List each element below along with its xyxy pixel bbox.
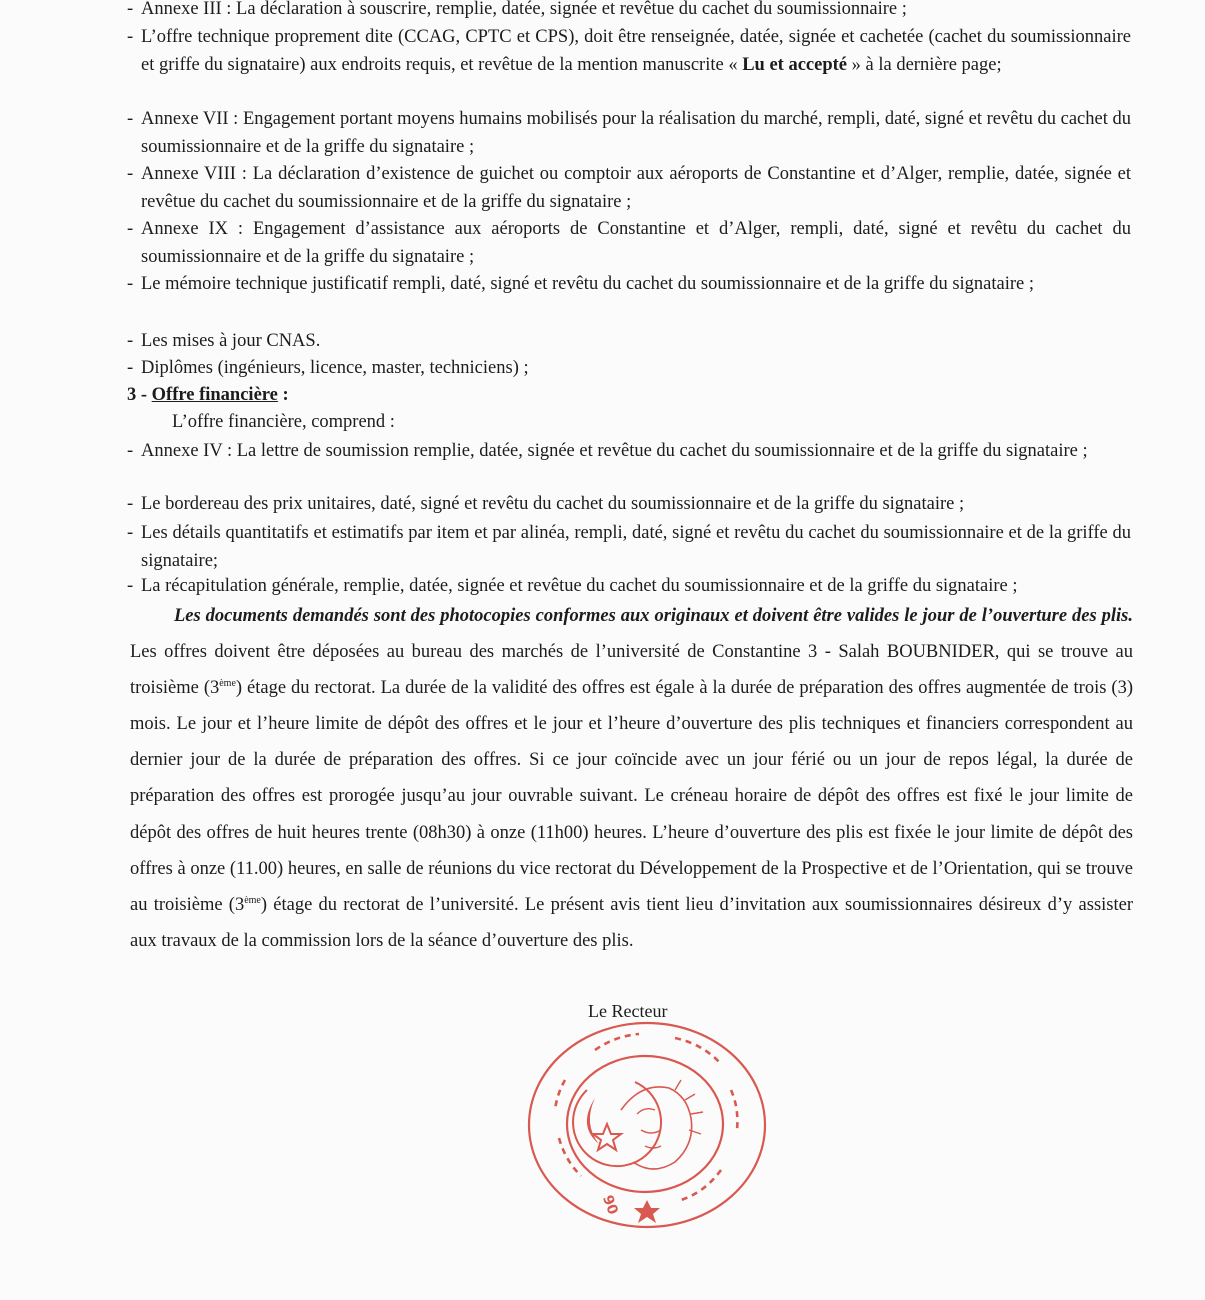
list-item: - Annexe VII : Engagement portant moyens humains mobilisés pour la réalisation du marché, rempli, daté, signé et revêtu du cachet du soumissionnaire et de la griffe du signataire ; [127, 109, 1131, 157]
list-item: - Annexe IV : La lettre de soumission remplie, datée, signée et revêtue du cachet du soumissionnaire et de la griffe du signataire ; [127, 441, 1088, 461]
stamp-number: 06 [601, 1192, 623, 1217]
list-item: - Les détails quantitatifs et estimatifs par item et par alinéa, rempli, daté, signé et revêtu du cachet du soumissionnaire et de la griffe du signataire; [127, 523, 1131, 571]
list-item: - Annexe III : La déclaration à souscrire, remplie, datée, signée et revêtue du cachet du soumissionnaire ; [127, 0, 907, 19]
official-stamp [525, 1020, 770, 1230]
list-item: - Le mémoire technique justificatif rempli, daté, signé et revêtu du cachet du soumissionnaire et de la griffe du signataire ; [127, 274, 1035, 294]
signature-label: Le Recteur [588, 1001, 668, 1021]
section-heading: 3 - Offre financière : [127, 385, 289, 405]
bold-mention: Lu et accepté [742, 54, 848, 75]
emphasis-sentence: Les documents demandés sont des photocopies conformes aux originaux et doivent être valides le jour de l’ouverture des plis. [174, 606, 1133, 626]
list-item: - Annexe IX : Engagement d’assistance aux aéroports de Constantine et d’Alger, rempli, daté, signé et revêtu du cachet du soumissionnaire et de la griffe du signataire ; [127, 219, 1131, 267]
list-item: - La récapitulation générale, remplie, datée, signée et revêtue du cachet du soumissionnaire et de la griffe du signataire ; [127, 576, 1018, 596]
body-paragraph: Les documents demandés sont des photocopies conformes aux originaux et doivent être valides le jour de l’ouverture des plis. Les offres doivent être déposées au bureau des marchés de l’université de Constantine 3 - Salah BOUBNIDER, qui se trouve au troisième (3ème) étage du rectorat. La durée de la validité des offres est égale à la durée de préparation des offres augmentée de trois (3) mois. Le jour et l’heure limite de dépôt des offres et le jour et l’heure d’ouverture des plis techniques et financiers correspondent au dernier jour de la durée de préparation des offres. Si ce jour coïncide avec un jour férié ou un jour de repos légal, la durée de préparation des offres est prorogée jusqu’au jour ouvrable suivant. Le créneau horaire de dépôt des offres est fixé le jour limite de dépôt des offres de huit heures trente (08h30) à onze (11h00) heures. L’heure d’ouverture des plis est fixée le jour limite de dépôt des offres à onze (11.00) heures, en salle de réunions du vice rectorat du Développement de la Prospective et de l’Orientation, qui se trouve au troisième (3ème) étage du rectorat de l’université. Le présent avis tient lieu d’invitation aux soumissionnaires désireux d’y assister aux travaux de la commission lors de la séance d’ouverture des plis. [130, 606, 1133, 951]
section-intro: L’offre financière, comprend : [172, 412, 395, 432]
list-item: - Annexe VIII : La déclaration d’existence de guichet ou comptoir aux aéroports de Constantine et d’Alger, remplie, datée, signée et revêtue du cachet du soumissionnaire et de la griffe du signataire ; [127, 164, 1131, 212]
list-item: - Diplômes (ingénieurs, licence, master, techniciens) ; [127, 358, 529, 378]
list-item: - Le bordereau des prix unitaires, daté, signé et revêtu du cachet du soumissionnaire et de la griffe du signataire ; [127, 494, 965, 514]
list-item: - L’offre technique proprement dite (CCAG, CPTC et CPS), doit être renseignée, datée, signée et cachetée (cachet du soumissionnaire et griffe du signataire) aux endroits requis, et revêtue de la mention manuscrite « Lu et accepté » à la dernière page; [127, 27, 1131, 75]
list-item: - Les mises à jour CNAS. [127, 331, 321, 351]
